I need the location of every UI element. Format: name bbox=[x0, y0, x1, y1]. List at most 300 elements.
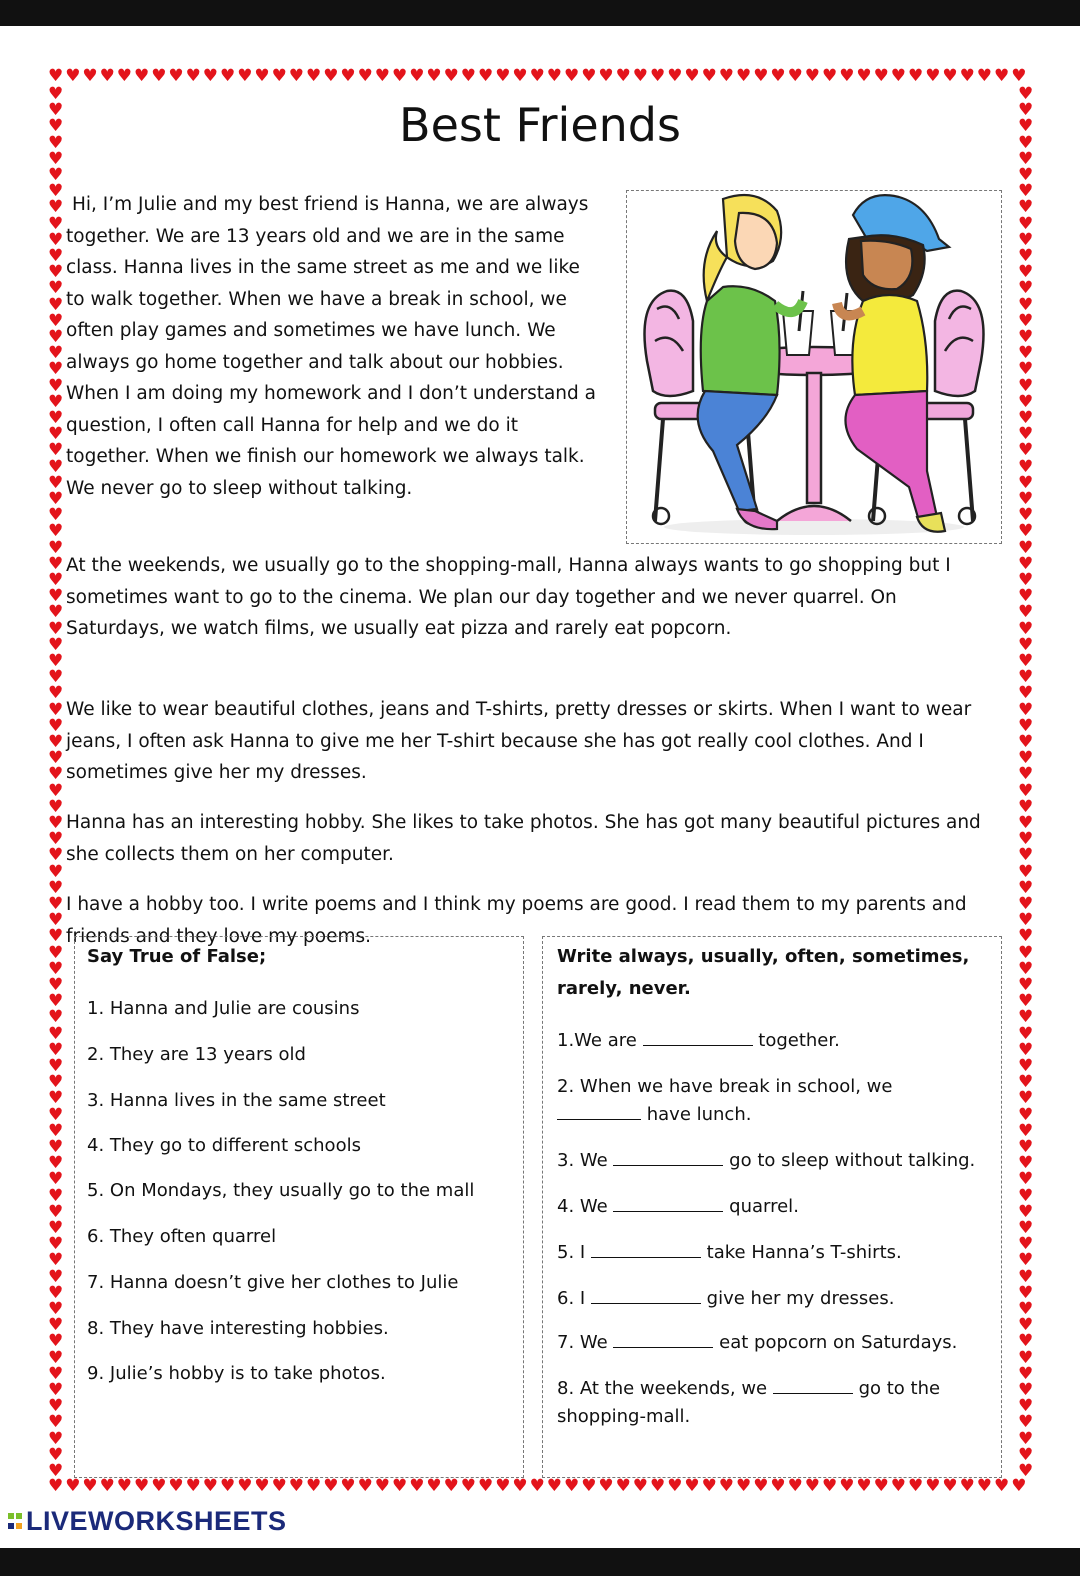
heart-icon: ♥ bbox=[1018, 829, 1034, 850]
heart-icon: ♥ bbox=[48, 343, 64, 364]
heart-icon: ♥ bbox=[976, 66, 993, 86]
heart-icon: ♥ bbox=[392, 1476, 408, 1496]
heart-icon: ♥ bbox=[822, 66, 838, 86]
heart-icon: ♥ bbox=[48, 667, 64, 688]
heart-icon: ♥ bbox=[48, 359, 64, 380]
heart-icon: ♥ bbox=[48, 1056, 64, 1076]
heart-icon: ♥ bbox=[684, 66, 700, 86]
fill-in-item-text: 2. When we have break in school, we bbox=[557, 1076, 893, 1097]
heart-icon: ♥ bbox=[684, 1476, 700, 1496]
heart-icon: ♥ bbox=[495, 66, 511, 86]
heart-icon: ♥ bbox=[1018, 537, 1034, 558]
heart-icon: ♥ bbox=[1018, 1428, 1034, 1449]
heart-icon: ♥ bbox=[1018, 1315, 1034, 1336]
heart-icon: ♥ bbox=[718, 1476, 735, 1496]
heart-icon: ♥ bbox=[1018, 1218, 1034, 1238]
heart-icon: ♥ bbox=[632, 66, 649, 86]
true-false-item: 5. On Mondays, they usually go to the mall bbox=[87, 1180, 475, 1201]
fill-in-item bbox=[557, 1073, 892, 1129]
fill-in-item-text: shopping-mall. bbox=[557, 1406, 691, 1427]
heart-icon: ♥ bbox=[134, 1476, 150, 1496]
heart-icon: ♥ bbox=[48, 472, 64, 493]
heart-icon: ♥ bbox=[48, 1347, 64, 1368]
heart-icon: ♥ bbox=[1018, 1185, 1034, 1206]
heart-icon: ♥ bbox=[48, 1104, 64, 1125]
heart-icon: ♥ bbox=[168, 66, 184, 86]
story-paragraph-5: I have a hobby too. I write poems and I think my poems are good. I read them to my parents and friends and they love my poems. bbox=[66, 894, 967, 947]
heart-icon: ♥ bbox=[48, 1315, 64, 1336]
worksheet-title: Best Friends bbox=[399, 98, 681, 152]
heart-icon: ♥ bbox=[357, 1476, 373, 1496]
heart-icon: ♥ bbox=[1018, 667, 1034, 688]
heart-icon: ♥ bbox=[48, 278, 64, 299]
fill-in-item bbox=[557, 1193, 799, 1221]
heart-icon: ♥ bbox=[48, 845, 64, 866]
fill-in-item-text: 5. I bbox=[557, 1242, 591, 1263]
heart-icon: ♥ bbox=[1018, 958, 1034, 979]
fill-in-item bbox=[557, 1329, 957, 1357]
heart-icon: ♥ bbox=[48, 910, 64, 931]
heart-icon: ♥ bbox=[615, 1476, 631, 1496]
heart-icon: ♥ bbox=[1018, 359, 1034, 380]
heart-icon: ♥ bbox=[48, 634, 64, 655]
heart-icon: ♥ bbox=[48, 780, 64, 801]
heart-icon: ♥ bbox=[1018, 991, 1034, 1012]
heart-icon: ♥ bbox=[1018, 1461, 1034, 1481]
heart-icon: ♥ bbox=[1011, 66, 1027, 86]
heart-icon: ♥ bbox=[959, 66, 975, 86]
heart-icon: ♥ bbox=[1018, 229, 1034, 250]
heart-icon: ♥ bbox=[48, 1266, 64, 1287]
heart-icon: ♥ bbox=[787, 1476, 803, 1496]
heart-icon: ♥ bbox=[770, 1476, 786, 1496]
heart-icon: ♥ bbox=[546, 1476, 563, 1496]
heart-icon: ♥ bbox=[99, 1476, 115, 1496]
heart-icon: ♥ bbox=[220, 1476, 236, 1496]
heart-icon: ♥ bbox=[1018, 1282, 1034, 1303]
true-false-item: 1. Hanna and Julie are cousins bbox=[87, 998, 360, 1019]
heart-icon: ♥ bbox=[443, 1476, 459, 1496]
fill-in-item bbox=[557, 1375, 940, 1431]
answer-blank[interactable] bbox=[613, 1147, 723, 1166]
heart-icon: ♥ bbox=[48, 310, 64, 331]
worksheet-page bbox=[0, 26, 1080, 1548]
heart-icon: ♥ bbox=[48, 877, 64, 898]
heart-icon: ♥ bbox=[1018, 181, 1034, 202]
heart-icon: ♥ bbox=[48, 570, 64, 590]
heart-icon: ♥ bbox=[1018, 1039, 1034, 1060]
heart-icon: ♥ bbox=[1018, 1137, 1034, 1157]
heart-icon: ♥ bbox=[529, 66, 545, 86]
fill-in-item-text: 1.We are bbox=[557, 1030, 643, 1051]
heart-icon: ♥ bbox=[1018, 246, 1034, 266]
heart-icon: ♥ bbox=[994, 66, 1010, 86]
heart-icon: ♥ bbox=[1018, 213, 1034, 234]
heart-icon: ♥ bbox=[116, 1476, 133, 1496]
heart-icon: ♥ bbox=[478, 1476, 494, 1496]
heart-icon: ♥ bbox=[1018, 732, 1034, 752]
heart-icon: ♥ bbox=[151, 1476, 167, 1496]
heart-icon: ♥ bbox=[1018, 813, 1034, 833]
heart-icon: ♥ bbox=[650, 1476, 666, 1496]
heart-icon: ♥ bbox=[1018, 1347, 1034, 1368]
heart-icon: ♥ bbox=[48, 537, 64, 558]
fill-in-item-text: give her my dresses. bbox=[700, 1288, 895, 1309]
heart-icon: ♥ bbox=[409, 66, 425, 86]
heart-icon: ♥ bbox=[495, 1476, 511, 1496]
fill-in-item-text: eat popcorn on Saturdays. bbox=[713, 1332, 958, 1353]
heart-icon: ♥ bbox=[650, 66, 666, 86]
heart-icon: ♥ bbox=[1018, 1153, 1034, 1174]
true-false-item: 3. Hanna lives in the same street bbox=[87, 1090, 386, 1111]
fill-in-item bbox=[557, 1285, 894, 1313]
heart-icon: ♥ bbox=[1018, 278, 1034, 299]
heart-icon: ♥ bbox=[615, 66, 631, 86]
heart-icon: ♥ bbox=[1018, 602, 1034, 623]
heart-icon: ♥ bbox=[48, 1476, 64, 1496]
fill-in-item-text: 6. I bbox=[557, 1288, 591, 1309]
heart-icon: ♥ bbox=[1018, 1380, 1034, 1400]
heart-icon: ♥ bbox=[48, 1444, 64, 1465]
heart-icon: ♥ bbox=[581, 1476, 597, 1496]
heart-icon: ♥ bbox=[512, 1476, 528, 1496]
heart-icon: ♥ bbox=[478, 66, 494, 86]
heart-icon: ♥ bbox=[340, 1476, 356, 1496]
heart-icon: ♥ bbox=[701, 66, 717, 86]
heart-icon: ♥ bbox=[48, 683, 64, 704]
heart-icon: ♥ bbox=[1018, 197, 1034, 218]
fill-in-item bbox=[557, 1027, 840, 1055]
heart-icon: ♥ bbox=[1018, 1299, 1034, 1319]
two-girls-at-cafe-table-image bbox=[627, 191, 1001, 543]
heart-icon: ♥ bbox=[529, 1476, 545, 1496]
true-false-item: 2. They are 13 years old bbox=[87, 1044, 306, 1065]
heart-icon: ♥ bbox=[48, 262, 64, 283]
heart-icon: ♥ bbox=[48, 991, 64, 1012]
heart-icon: ♥ bbox=[753, 1476, 769, 1496]
story-paragraph-2 bbox=[66, 550, 996, 645]
heart-icon: ♥ bbox=[271, 66, 287, 86]
heart-icon: ♥ bbox=[581, 66, 597, 86]
story-paragraph-4: Hanna has an interesting hobby. She likes to take photos. She has got many beautiful pictures and she collects them on her computer. bbox=[66, 812, 981, 865]
heart-icon: ♥ bbox=[99, 66, 115, 86]
heart-icon: ♥ bbox=[48, 391, 64, 412]
heart-icon: ♥ bbox=[48, 699, 64, 720]
heart-icon: ♥ bbox=[48, 1007, 64, 1028]
heart-icon: ♥ bbox=[1018, 489, 1034, 509]
heart-icon: ♥ bbox=[1018, 84, 1034, 104]
fill-in-item-text: 3. We bbox=[557, 1150, 614, 1171]
heart-icon: ♥ bbox=[48, 1153, 64, 1174]
heart-icon: ♥ bbox=[48, 1234, 64, 1255]
heart-icon: ♥ bbox=[340, 66, 356, 86]
heart-icon: ♥ bbox=[1018, 116, 1034, 137]
heart-icon: ♥ bbox=[925, 66, 941, 86]
heart-icon: ♥ bbox=[48, 1072, 64, 1093]
heart-icon: ♥ bbox=[1018, 1363, 1034, 1384]
heart-icon: ♥ bbox=[718, 66, 735, 86]
heart-icon: ♥ bbox=[1018, 1169, 1034, 1190]
heart-icon: ♥ bbox=[1018, 505, 1034, 526]
heart-icon: ♥ bbox=[48, 715, 64, 736]
heart-icon: ♥ bbox=[1018, 294, 1034, 315]
heart-icon: ♥ bbox=[1018, 1007, 1034, 1028]
fill-in-item bbox=[557, 1239, 902, 1267]
heart-icon: ♥ bbox=[48, 1363, 64, 1384]
heart-icon: ♥ bbox=[357, 66, 373, 86]
heart-icon: ♥ bbox=[1018, 618, 1034, 639]
heart-icon: ♥ bbox=[48, 1137, 64, 1157]
heart-icon: ♥ bbox=[1018, 683, 1034, 704]
heart-icon: ♥ bbox=[48, 1282, 64, 1303]
fill-in-item-text: go to sleep without talking. bbox=[723, 1150, 976, 1171]
heart-icon: ♥ bbox=[82, 1476, 98, 1496]
heart-icon: ♥ bbox=[443, 66, 459, 86]
heart-icon: ♥ bbox=[48, 1088, 64, 1109]
heart-icon: ♥ bbox=[48, 456, 64, 477]
heart-icon: ♥ bbox=[254, 1476, 270, 1496]
heart-icon: ♥ bbox=[116, 66, 133, 86]
heart-icon: ♥ bbox=[942, 66, 958, 86]
hanna-figure bbox=[837, 195, 949, 532]
heart-icon: ♥ bbox=[65, 1476, 81, 1496]
answer-blank[interactable] bbox=[643, 1027, 753, 1046]
heart-icon: ♥ bbox=[1018, 343, 1034, 364]
heart-icon: ♥ bbox=[409, 1476, 425, 1496]
answer-blank[interactable] bbox=[773, 1375, 853, 1394]
heart-icon: ♥ bbox=[185, 66, 201, 86]
heart-icon: ♥ bbox=[202, 66, 219, 86]
heart-icon: ♥ bbox=[48, 618, 64, 639]
heart-icon: ♥ bbox=[48, 748, 64, 769]
heart-icon: ♥ bbox=[873, 66, 889, 86]
heart-icon: ♥ bbox=[323, 1476, 339, 1496]
heart-icon: ♥ bbox=[48, 116, 64, 137]
heart-icon: ♥ bbox=[804, 66, 821, 86]
heart-icon: ♥ bbox=[1018, 165, 1034, 185]
heart-icon: ♥ bbox=[48, 197, 64, 218]
heart-icon: ♥ bbox=[1018, 1250, 1034, 1271]
heart-icon: ♥ bbox=[168, 1476, 184, 1496]
heart-icon: ♥ bbox=[753, 66, 769, 86]
heart-icon: ♥ bbox=[48, 796, 64, 817]
heart-icon: ♥ bbox=[1018, 796, 1034, 817]
true-false-exercise bbox=[74, 936, 524, 1478]
heart-icon: ♥ bbox=[804, 1476, 821, 1496]
heart-icon: ♥ bbox=[48, 505, 64, 526]
answer-blank[interactable] bbox=[591, 1239, 701, 1258]
heart-icon: ♥ bbox=[701, 1476, 717, 1496]
heart-icon: ♥ bbox=[1018, 894, 1034, 914]
fill-in-item-text: go to the bbox=[852, 1378, 941, 1399]
heart-icon: ♥ bbox=[48, 294, 64, 315]
heart-icon: ♥ bbox=[151, 66, 167, 86]
heart-icon: ♥ bbox=[460, 66, 477, 86]
heart-icon: ♥ bbox=[48, 732, 64, 752]
heart-icon: ♥ bbox=[1018, 1396, 1034, 1417]
fill-in-heading-line-1: Write always, usually, often, sometimes, bbox=[557, 946, 970, 967]
heart-icon: ♥ bbox=[1018, 456, 1034, 477]
heart-icon: ♥ bbox=[48, 246, 64, 266]
heart-icon: ♥ bbox=[1018, 845, 1034, 866]
heart-icon: ♥ bbox=[48, 1396, 64, 1417]
liveworksheets-logo-icon bbox=[8, 1511, 24, 1533]
heart-icon: ♥ bbox=[374, 1476, 391, 1496]
heart-icon: ♥ bbox=[48, 861, 64, 882]
heart-icon: ♥ bbox=[1018, 375, 1034, 396]
heart-icon: ♥ bbox=[237, 66, 253, 86]
heart-icon: ♥ bbox=[392, 66, 408, 86]
heart-icon: ♥ bbox=[736, 1476, 752, 1496]
heart-icon: ♥ bbox=[1018, 1444, 1034, 1465]
heart-icon: ♥ bbox=[598, 66, 614, 86]
heart-icon: ♥ bbox=[48, 66, 64, 86]
heart-icon: ♥ bbox=[426, 66, 442, 86]
heart-icon: ♥ bbox=[1018, 910, 1034, 931]
heart-icon: ♥ bbox=[942, 1476, 958, 1496]
answer-blank[interactable] bbox=[613, 1193, 723, 1212]
heart-icon: ♥ bbox=[1018, 942, 1034, 963]
heart-icon: ♥ bbox=[1018, 699, 1034, 720]
heart-icon: ♥ bbox=[306, 1476, 322, 1496]
heart-icon: ♥ bbox=[890, 66, 907, 86]
heart-icon: ♥ bbox=[959, 1476, 975, 1496]
heart-icon: ♥ bbox=[48, 958, 64, 979]
heart-icon: ♥ bbox=[323, 66, 339, 86]
heart-icon: ♥ bbox=[512, 66, 528, 86]
heart-icon: ♥ bbox=[48, 148, 64, 169]
heart-icon: ♥ bbox=[976, 1476, 993, 1496]
fill-in-item-text: have lunch. bbox=[641, 1104, 752, 1125]
heart-icon: ♥ bbox=[736, 66, 752, 86]
true-false-heading: Say True of False; bbox=[87, 946, 267, 967]
heart-icon: ♥ bbox=[1018, 440, 1034, 461]
heart-icon: ♥ bbox=[632, 1476, 649, 1496]
heart-icon: ♥ bbox=[288, 1476, 305, 1496]
heart-icon: ♥ bbox=[48, 1169, 64, 1190]
heart-icon: ♥ bbox=[48, 1185, 64, 1206]
heart-icon: ♥ bbox=[48, 1218, 64, 1238]
heart-icon: ♥ bbox=[1018, 148, 1034, 169]
heart-icon: ♥ bbox=[1018, 715, 1034, 736]
heart-icon: ♥ bbox=[202, 1476, 219, 1496]
heart-icon: ♥ bbox=[839, 1476, 855, 1496]
fill-in-item-text: 7. We bbox=[557, 1332, 614, 1353]
heart-icon: ♥ bbox=[48, 942, 64, 963]
heart-icon: ♥ bbox=[134, 66, 150, 86]
heart-icon: ♥ bbox=[1018, 1104, 1034, 1125]
liveworksheets-logo bbox=[8, 1506, 287, 1537]
heart-icon: ♥ bbox=[1018, 651, 1034, 671]
heart-icon: ♥ bbox=[856, 66, 872, 86]
heart-icon: ♥ bbox=[48, 100, 64, 121]
heart-icon: ♥ bbox=[48, 829, 64, 850]
heart-icon: ♥ bbox=[1018, 1072, 1034, 1093]
heart-icon: ♥ bbox=[48, 408, 64, 428]
heart-icon: ♥ bbox=[908, 66, 924, 86]
heart-icon: ♥ bbox=[48, 1201, 64, 1222]
heart-icon: ♥ bbox=[1018, 861, 1034, 882]
heart-icon: ♥ bbox=[48, 424, 64, 445]
heart-icon: ♥ bbox=[1018, 262, 1034, 283]
liveworksheets-brand-text: LIVEWORKSHEETS bbox=[26, 1506, 287, 1536]
fill-in-item-text: 4. We bbox=[557, 1196, 614, 1217]
heart-icon: ♥ bbox=[48, 132, 64, 153]
heart-icon: ♥ bbox=[48, 602, 64, 623]
heart-icon: ♥ bbox=[1018, 1266, 1034, 1287]
heart-icon: ♥ bbox=[48, 975, 64, 995]
heart-icon: ♥ bbox=[254, 66, 270, 86]
heart-icon: ♥ bbox=[1018, 570, 1034, 590]
heart-icon: ♥ bbox=[1018, 100, 1034, 121]
heart-icon: ♥ bbox=[82, 66, 98, 86]
heart-icon: ♥ bbox=[1018, 1056, 1034, 1076]
heart-icon: ♥ bbox=[48, 489, 64, 509]
heart-icon: ♥ bbox=[48, 553, 64, 574]
true-false-item: 9. Julie’s hobby is to take photos. bbox=[87, 1363, 386, 1384]
heart-icon: ♥ bbox=[48, 1120, 64, 1141]
heart-icon: ♥ bbox=[667, 66, 683, 86]
heart-icon: ♥ bbox=[65, 66, 81, 86]
heart-icon: ♥ bbox=[185, 1476, 201, 1496]
heart-icon: ♥ bbox=[426, 1476, 442, 1496]
heart-icon: ♥ bbox=[1018, 310, 1034, 331]
true-false-item: 7. Hanna doesn’t give her clothes to Julie bbox=[87, 1272, 459, 1293]
heart-icon: ♥ bbox=[48, 84, 64, 104]
heart-icon: ♥ bbox=[48, 586, 64, 607]
heart-icon: ♥ bbox=[890, 1476, 907, 1496]
heart-icon: ♥ bbox=[1018, 1412, 1034, 1433]
heart-icon: ♥ bbox=[48, 764, 64, 785]
heart-icon: ♥ bbox=[460, 1476, 477, 1496]
heart-icon: ♥ bbox=[1018, 424, 1034, 445]
heart-icon: ♥ bbox=[1011, 1476, 1027, 1496]
heart-icon: ♥ bbox=[288, 66, 305, 86]
heart-icon: ♥ bbox=[1018, 327, 1034, 347]
heart-icon: ♥ bbox=[48, 327, 64, 347]
heart-icon: ♥ bbox=[48, 1023, 64, 1044]
friends-illustration bbox=[626, 190, 1002, 544]
answer-blank[interactable] bbox=[613, 1329, 713, 1348]
story-paragraph-2-text: At the weekends, we usually go to the shopping-mall, Hanna always wants to go shopping but I sometimes want to go to the cinema. We plan our day together and we never quarrel. On Saturdays, we watch films, we usually eat pizza and rarely eat popcorn. bbox=[66, 555, 951, 639]
fill-in-item-text: take Hanna’s T-shirts. bbox=[700, 1242, 902, 1263]
fill-in-exercise bbox=[542, 936, 1002, 1478]
heart-icon: ♥ bbox=[48, 1331, 64, 1352]
heart-icon: ♥ bbox=[48, 1428, 64, 1449]
answer-blank[interactable] bbox=[557, 1101, 641, 1120]
heart-icon: ♥ bbox=[48, 213, 64, 234]
heart-icon: ♥ bbox=[1018, 391, 1034, 412]
heart-icon: ♥ bbox=[1018, 586, 1034, 607]
answer-blank[interactable] bbox=[591, 1285, 701, 1304]
heart-icon: ♥ bbox=[48, 894, 64, 914]
heart-icon: ♥ bbox=[1018, 877, 1034, 898]
heart-icon: ♥ bbox=[564, 66, 580, 86]
heart-icon: ♥ bbox=[48, 651, 64, 671]
heart-icon: ♥ bbox=[48, 1412, 64, 1433]
true-false-item: 6. They often quarrel bbox=[87, 1226, 277, 1247]
heart-icon: ♥ bbox=[873, 1476, 889, 1496]
heart-icon: ♥ bbox=[306, 66, 322, 86]
heart-icon: ♥ bbox=[48, 1250, 64, 1271]
heart-icon: ♥ bbox=[787, 66, 803, 86]
heart-icon: ♥ bbox=[598, 1476, 614, 1496]
heart-icon: ♥ bbox=[1018, 132, 1034, 153]
fill-in-heading-line-2: rarely, never. bbox=[557, 978, 691, 999]
fill-in-item-text: 8. At the weekends, we bbox=[557, 1378, 773, 1399]
fill-in-item-text: together. bbox=[752, 1030, 840, 1051]
heart-icon: ♥ bbox=[1018, 521, 1034, 542]
